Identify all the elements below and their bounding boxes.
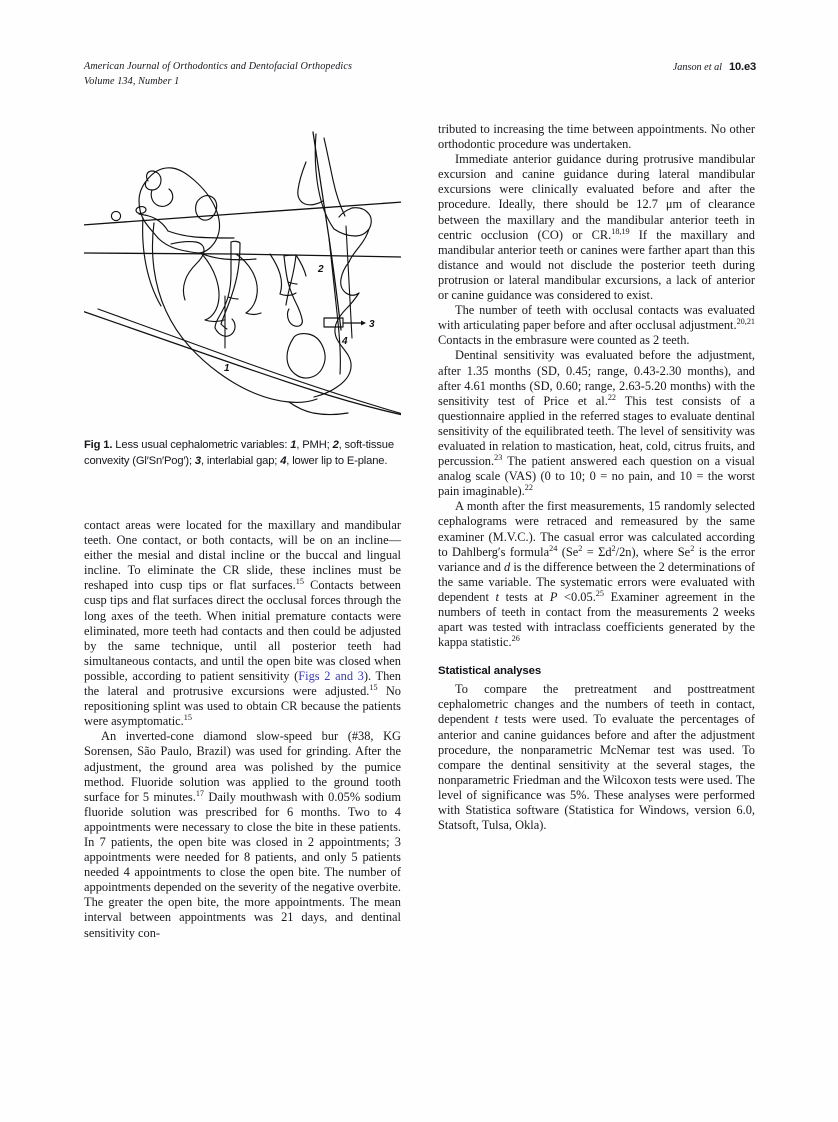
running-head: [84, 60, 756, 89]
p-casual-error: [438, 499, 755, 650]
reference-superscript: 17: [195, 788, 205, 798]
figure-label-3: 3: [369, 319, 375, 330]
body-text: Contacts in the embrasure were counted as 2 teeth.: [438, 333, 690, 348]
figure-caption-num-4: 4: [280, 454, 287, 467]
figure-caption-label: Fig 1.: [84, 439, 113, 451]
body-text: A month after the first measurements, 15 randomly selected cephalograms were retraced and remeasured by the same examiner (M.V.C.). The casual error was calculated according to Dahlberg′s formula: [438, 499, 755, 559]
p-tributed: [438, 122, 755, 152]
body-text: To compare the pretreatment and posttreatment cephalometric changes and the numbers of teeth in contact, dependent: [438, 682, 755, 727]
running-head-journal: [84, 60, 352, 89]
figure-caption-text-1: Less usual cephalometric variables:: [115, 439, 291, 451]
cephalometric-tracing-image: [84, 126, 401, 424]
italic-variable: P: [549, 589, 558, 604]
body-text: tests were used. To evaluate the percentages of anterior and canine guidances before and after the adjustment procedure, the nonparametric McNemar test was used. To compare the dentinal sensitivity at the several stages, the nonparametric Friedman and the Wilcoxon tests were used. The level of significance was 5%. These analyses were performed with Statistica software (Statistica for Windows, version 6.0, Statsoft, Tulsa, Okla).: [438, 712, 756, 833]
left-text-column: [84, 518, 401, 941]
reference-superscript: 2: [578, 543, 583, 553]
figure-label-1: 1: [224, 363, 230, 374]
body-text: The number of teeth with occlusal contacts was evaluated with articulating paper before and after occlusal adjustment.: [438, 303, 755, 333]
right-text-column: [438, 122, 755, 833]
body-text: Dentinal sensitivity was evaluated before the adjustment, after 1.35 months (SD, 0.45; range, 0.43-2.30 months), and after 4.61 months (SD, 0.60; range, 2.63-5.20 months) with the sensitivity test of Price et al.: [438, 348, 755, 408]
p-contact-areas: [84, 518, 401, 729]
reference-superscript: 18,19: [611, 226, 630, 236]
reference-superscript: 15: [369, 682, 378, 692]
figure-caption-text-5: , lower lip to E-plane.: [286, 454, 388, 467]
body-text: No repositioning splint was used to obtain CR because the patients were asymptomatic.: [84, 684, 401, 729]
reference-superscript: 20,21: [736, 317, 755, 327]
p-statistical-compare: [438, 682, 755, 833]
body-text: (Se: [557, 544, 579, 559]
body-text: Daily mouthwash with 0.05% sodium fluoride solution was prescribed for 6 months. Two to 4 appointments were necessary to close the bite in these patients. In 7 patients, the open bite was closed in 2 appointments; 3 appointments were needed for 8 patients, and only 5 patients needed 4 appointments to close the open bite. The number of appointments depended on the severity of the negative overbite. The greater the open bite, the more appointments. The mean interval between appointments was 21 days, and dentinal sensitivity con-: [84, 789, 401, 940]
body-text: If the maxillary and mandibular anterior teeth or canines were farther apart than this distance and would not disclude the posterior teeth during protrusion or lateral mandibular excursions, a lack of anterior or canine guidance was considered to exist.: [438, 227, 756, 303]
body-text: ). Then the lateral and protrusive excursions were adjusted.: [84, 668, 401, 699]
body-text: = Σd: [582, 544, 612, 559]
body-text: tributed to increasing the time between appointments. No other orthodontic procedure was undertaken.: [438, 122, 755, 152]
p-occlusal-contacts: [438, 303, 755, 348]
reference-superscript: 2: [611, 543, 616, 553]
reference-superscript: 25: [595, 588, 604, 598]
reference-superscript: 26: [511, 634, 520, 644]
figure-caption-text-3: , soft-tissue convexity (Gl′Sn′Pog′);: [84, 439, 394, 467]
journal-title: American Journal of Orthodontics and Dentofacial Orthopedics: [84, 61, 353, 72]
section-heading-statistical-analyses: Statistical analyses: [438, 665, 542, 678]
body-text: An inverted-cone diamond slow-speed bur (#38, KG Sorensen, São Paulo, Brazil) was used for grinding. After the adjustment, the ground area was polished by the pumice method. Fluoride solution was applied to the ground tooth surface for 5 minutes.: [84, 729, 401, 804]
reference-superscript: 23: [494, 452, 503, 462]
reference-superscript: 15: [183, 713, 192, 723]
figure-label-4: 4: [342, 336, 348, 347]
figure-caption-text-2: , PMH;: [296, 439, 333, 451]
figure-caption: [84, 438, 401, 469]
page-folio-number: 10.e3: [729, 61, 756, 73]
figure-caption-num-1: 1: [290, 439, 297, 451]
reference-superscript: 22: [524, 483, 533, 493]
figure-cross-reference-link[interactable]: Figs 2 and 3: [298, 668, 364, 683]
italic-variable: t: [494, 712, 499, 727]
body-text: is the error variance and: [438, 544, 755, 574]
journal-volume-number: Volume 134, Number 1: [84, 75, 180, 87]
body-text: tests at: [499, 589, 550, 604]
figure-1: [84, 126, 401, 469]
body-text: /2n), where Se: [615, 544, 691, 559]
reference-superscript: 24: [549, 543, 558, 553]
body-text: contact areas were located for the maxillary and mandibular teeth. One contact, or both contacts, will be on an incline—either the mesial and distal incline or the buccal and lingual incline. To eliminate the CR slide, these inclines must be reshaped into cusp tips or flat surfaces.: [84, 518, 401, 593]
p-dentinal-sensitivity: [438, 348, 755, 499]
body-text: Examiner agreement in the numbers of teeth in contact from the measurements 2 weeks apart was tested with intraclass coefficients generated by the kappa statistic.: [438, 589, 755, 650]
reference-superscript: 15: [295, 577, 304, 587]
body-text: Contacts between cusp tips and flat surfaces direct the occlusal forces through the long axes of the teeth. When initial premature contacts were eliminated, more teeth had contacts and then could be adjusted by the same technique, until all posterior teeth had simultaneous contacts, and until the open bite was closed when possible, according to patient sensitivity (: [84, 578, 401, 683]
running-head-authors: Janson et al: [672, 62, 722, 73]
figure-label-2: 2: [318, 264, 324, 275]
figure-caption-num-3: 3: [194, 454, 201, 467]
running-head-folio: [673, 60, 756, 76]
figure-caption-text-4: , interlabial gap;: [200, 454, 281, 467]
reference-superscript: 2: [690, 543, 695, 553]
italic-variable: t: [495, 589, 499, 604]
body-text: <0.05.: [557, 589, 596, 604]
body-text: The patient answered each question on a visual analog scale (VAS) (0 to 10; 0 = no pain, and 10 = the worst pain imaginable).: [438, 454, 755, 499]
reference-superscript: 22: [607, 392, 617, 402]
body-text: This test consists of a questionnaire applied in the referred stages to evaluate dentinal sensitivity of the equilibrated teeth. The level of sensitivity was evaluated in relation to mastication, heat, cold, citrus fruits, and percussion.: [438, 393, 755, 469]
body-text: Immediate anterior guidance during protrusive mandibular excursion and canine guidance during lateral mandibular excursions were clinically evaluated before and after the procedure. Ideally, there should be 12.7 μm of clearance between the maxillary and the mandibular anterior teeth in centric occlusion (CO) or CR.: [438, 152, 755, 242]
p-inverted-cone-bur: [84, 729, 401, 940]
p-anterior-guidance: [438, 152, 755, 303]
figure-caption-num-2: 2: [332, 439, 339, 451]
italic-variable: d: [504, 559, 511, 574]
body-text: is the difference between the 2 determinations of the same variable. The systematic errors were evaluated with dependent: [438, 559, 755, 604]
